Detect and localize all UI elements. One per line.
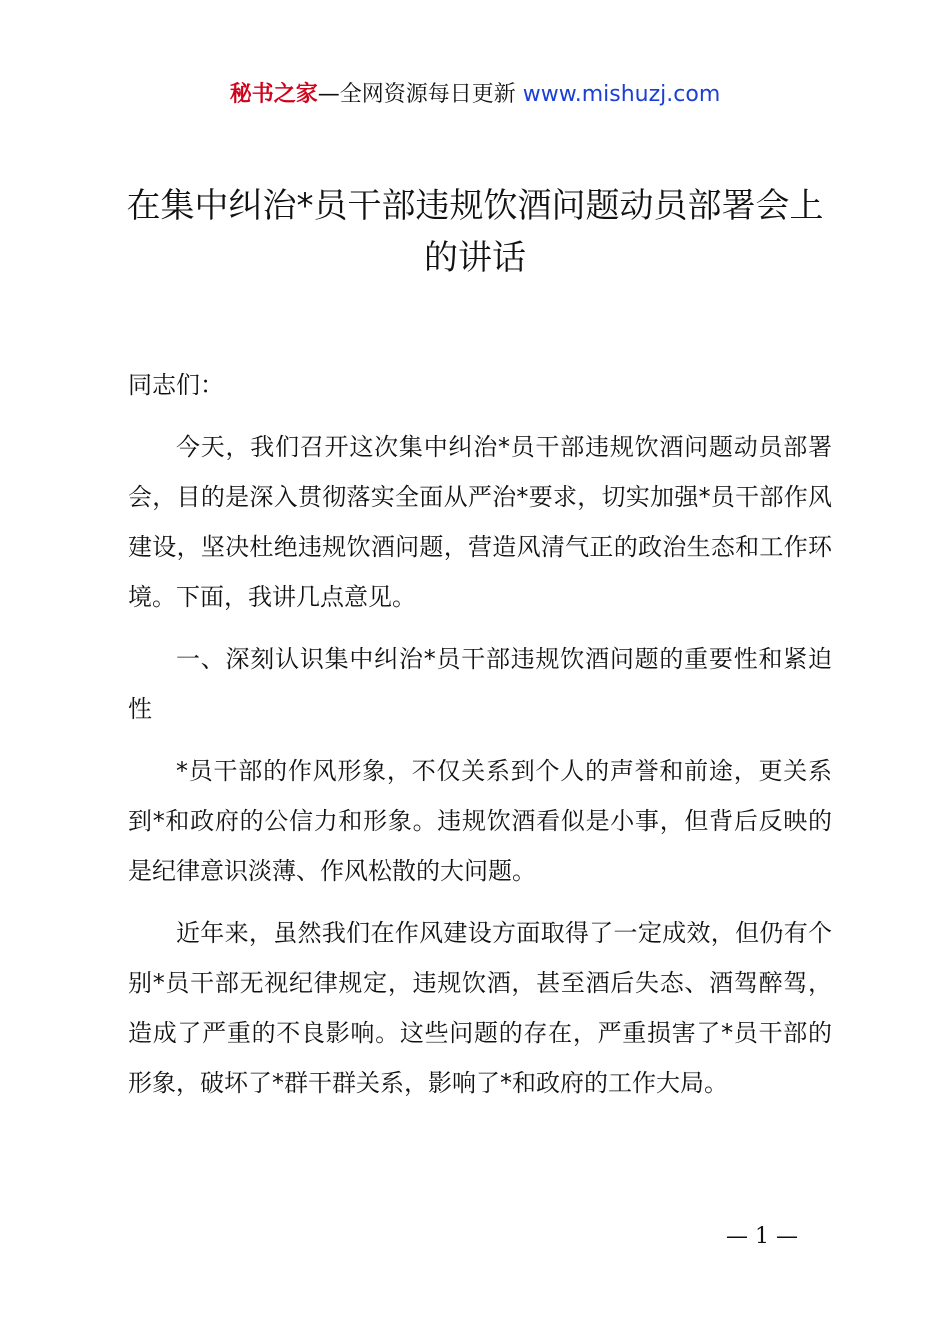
paragraph-intro: 今天，我们召开这次集中纠治*员干部违规饮酒问题动员部署会，目的是深入贯彻落实全面从严治*要求，切实加强*员干部作风建设，坚决杜绝违规饮酒问题，营造风清气正的政治生态和工作环境。下面，我讲几点意见。 bbox=[128, 433, 832, 611]
page-number: — 1 — bbox=[726, 1224, 798, 1249]
document-title: 在集中纠治*员干部违规饮酒问题动员部署会上的讲话 bbox=[126, 186, 824, 278]
greeting: 同志们： bbox=[128, 371, 224, 399]
site-brand: 秘书之家 bbox=[229, 82, 318, 107]
site-header bbox=[0, 78, 950, 112]
document-body bbox=[128, 360, 832, 1120]
paragraph-2: 近年来，虽然我们在作风建设方面取得了一定成效，但仍有个别*员干部无视纪律规定，违规饮酒，甚至酒后失态、酒驾醉驾，造成了严重的不良影响。这些问题的存在，严重损害了*员干部的形象，破坏了*群干群关系，影响了*和政府的工作大局。 bbox=[128, 919, 832, 1097]
site-tagline: —全网资源每日更新 bbox=[317, 82, 523, 107]
paragraph-1: *员干部的作风形象，不仅关系到个人的声誉和前途，更关系到*和政府的公信力和形象。违规饮酒看似是小事，但背后反映的是纪律意识淡薄、作风松散的大问题。 bbox=[128, 757, 832, 885]
site-url-link[interactable]: www.mishuzj.com bbox=[522, 82, 721, 107]
section-heading-1: 一、深刻认识集中纠治*员干部违规饮酒问题的重要性和紧迫性 bbox=[128, 645, 832, 723]
